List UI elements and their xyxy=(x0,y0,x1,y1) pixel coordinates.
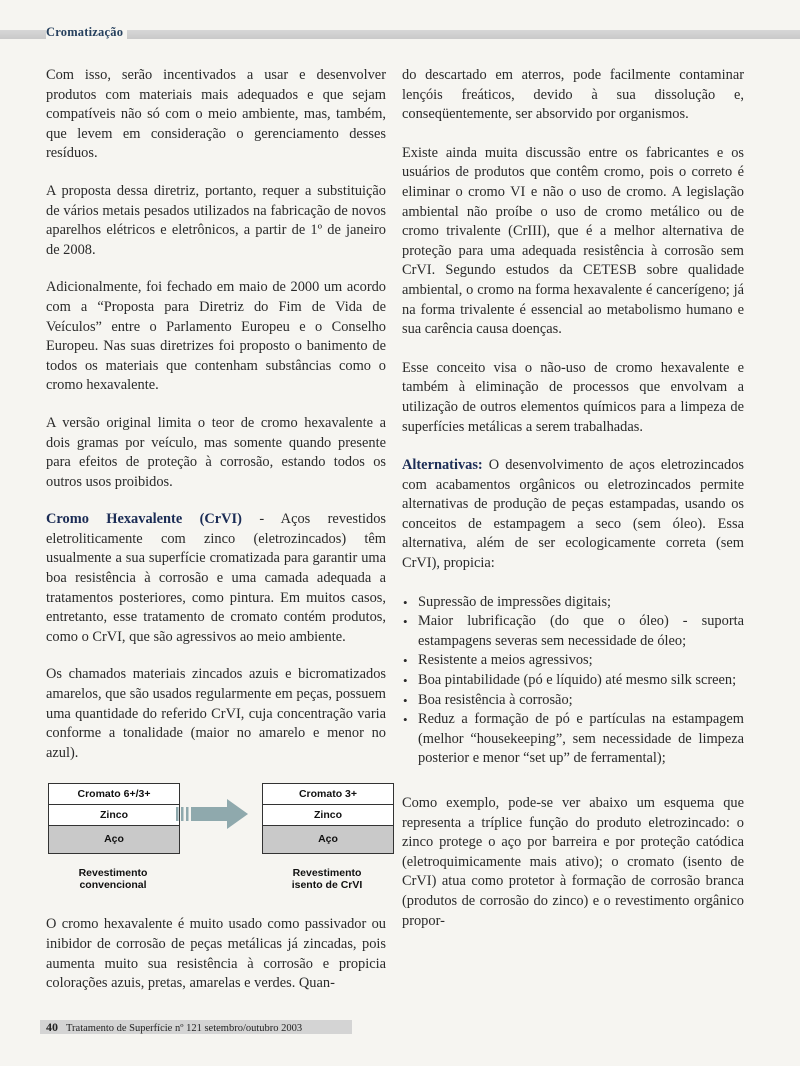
paragraph: Adicionalmente, foi fechado em maio de 2000 um acordo com a “Proposta para Diretriz do Fim de Vida de Veículos” entre o Parlamento Europeu e o Conselho Europeu. Nas suas diretrizes foi proposto o banimento de todos os materiais que contenham substâncias como o cromo hexavalente. xyxy=(46,279,386,394)
layer-aco: Aço xyxy=(49,826,179,853)
paragraph: A proposta dessa diretriz, portanto, requer a substituição de vários metais pesados utilizados na fabricação de novos aparelhos elétricos e eletrônicos, a partir de 1º de janeiro de 2008. xyxy=(46,182,386,258)
paragraph: Esse conceito visa o não-uso de cromo hexavalente e também à eliminação de processos que envolvam a utilização de outros elementos químicos para a limpeza de superfícies metálicas a serem trabalhadas. xyxy=(402,359,744,435)
conventional-coating-stack xyxy=(48,783,180,854)
paragraph: O cromo hexavalente é muito usado como passivador ou inibidor de corrosão de peças metálicas já zincadas, pois aumenta muito sua resistência à corrosão e propicia colorações azuis, pretas, amarelas e verdes. Quan- xyxy=(46,916,386,992)
crvi-free-coating-stack xyxy=(262,783,394,854)
conventional-caption xyxy=(48,867,178,891)
list-item: • Maior lubrificação (do que o óleo) - suporta estampagens severas sem necessidade de óleo; xyxy=(418,612,744,651)
caption-line: isento de CrVI xyxy=(291,879,363,892)
paragraph: A versão original limita o teor de cromo hexavalente a dois gramas por veículo, mas somente quando presente para efeitos de proteção à corrosão, estando todos os outros usos proibidos. xyxy=(46,414,386,490)
page-number: 40 xyxy=(46,1020,58,1034)
paragraph: Com isso, serão incentivados a usar e desenvolver produtos com materiais mais adequados e que sejam compatíveis não só com o meio ambiente, mas, também, que levem em consideração o gerenciamento desses resíduos. xyxy=(46,67,386,162)
caption-line: Revestimento xyxy=(78,867,148,880)
list-item: • Reduz a formação de pó e partículas na estampagem (melhor “housekeeping”, sem necessidade de limpeza posterior e menor “set up” de ferramental); xyxy=(418,710,744,769)
paragraph xyxy=(46,510,386,647)
layer-zinco: Zinco xyxy=(263,805,393,826)
paragraph: Existe ainda muita discussão entre os fabricantes e os usuários de produtos que contêm cromo, pois o correto é eliminar o cromo VI e não o uso de cromo. A legislação ambiental não proíbe o uso de cromo metálico ou de cromo trivalente (CrIII), que é a melhor alternativa de proteção para uma adequada resistência à corrosão sem CrVI. Segundo estudos da CETESB sobre qualidade ambiental, o cromo na forma hexavalente é cancerígeno; já na forma trivalente é essencial ao metabolismo humano e sua carência causa doenças. xyxy=(402,144,744,338)
paragraph: Como exemplo, pode-se ver abaixo um esquema que representa a tríplice função do produto eletrozincado: o zinco protege o aço por barreira e por proteção catódica (eletroquimicamente mais ativo); o cromato (isento de CrVI) atua como protetor à formação de corrosão branca (produtos de corrosão do zinco) e o revestimento orgânico propor- xyxy=(402,795,744,929)
list-item: • Supressão de impressões digitais; xyxy=(418,593,744,613)
paragraph-text: O desenvolvimento de aços eletrozincados com acabamentos orgânicos ou eletrozincados permite alternativas de produção de peças estampadas, usando os conceitos de estampagem a seco (sem óleo). Essa alternativa, além de ser ecologicamente correta (sem CrVI), propicia: xyxy=(402,457,744,572)
list-item: • Resistente a meios agressivos; xyxy=(418,651,744,671)
list-item: • Boa resistência à corrosão; xyxy=(418,691,744,711)
section-title: Cromatização xyxy=(46,25,127,40)
paragraph: do descartado em aterros, pode facilmente contaminar lençóis freáticos, devido à sua dissolução e, conseqüentemente, ser absorvido por organismos. xyxy=(402,67,744,123)
caption-line: convencional xyxy=(79,879,147,892)
right-arrow-icon xyxy=(176,799,248,829)
crvi-free-caption xyxy=(262,867,392,891)
layer-zinco: Zinco xyxy=(49,805,179,826)
list-item: • Boa pintabilidade (pó e líquido) até mesmo silk screen; xyxy=(418,671,744,691)
footer-text: Tratamento de Superfície nº 121 setembro/outubro 2003 xyxy=(66,1023,303,1034)
subheading-crvi: Cromo Hexavalente (CrVI) xyxy=(46,511,242,528)
layer-aco: Aço xyxy=(263,826,393,853)
coating-diagram xyxy=(46,781,386,897)
page-footer xyxy=(40,1020,352,1034)
paragraph xyxy=(402,456,744,574)
right-column xyxy=(402,66,744,950)
left-column xyxy=(46,66,386,1012)
layer-cromato: Cromato 6+/3+ xyxy=(49,784,179,805)
paragraph-text: - Aços revestidos eletroliticamente com zinco (eletrozincados) têm usualmente a sua superfície cromatizada para garantir uma boa resistência à corrosão e uma camada adequada a tratamentos posteriores, como pintura. Em muitos casos, entretanto, esse tratamento de cromato contém produtos, como o CrVI, que são agressivos ao meio ambiente. xyxy=(46,511,386,645)
subheading-alternativas: Alternativas: xyxy=(402,457,483,474)
caption-line: Revestimento xyxy=(292,867,362,880)
benefits-list xyxy=(402,593,744,769)
layer-cromato: Cromato 3+ xyxy=(263,784,393,805)
paragraph: Os chamados materiais zincados azuis e bicromatizados amarelos, que são usados regularmente em peças, possuem uma quantidade do referido CrVI, cuja concentração varia conforme a tonalidade (maior no amarelo e menor no azul). xyxy=(46,666,386,761)
